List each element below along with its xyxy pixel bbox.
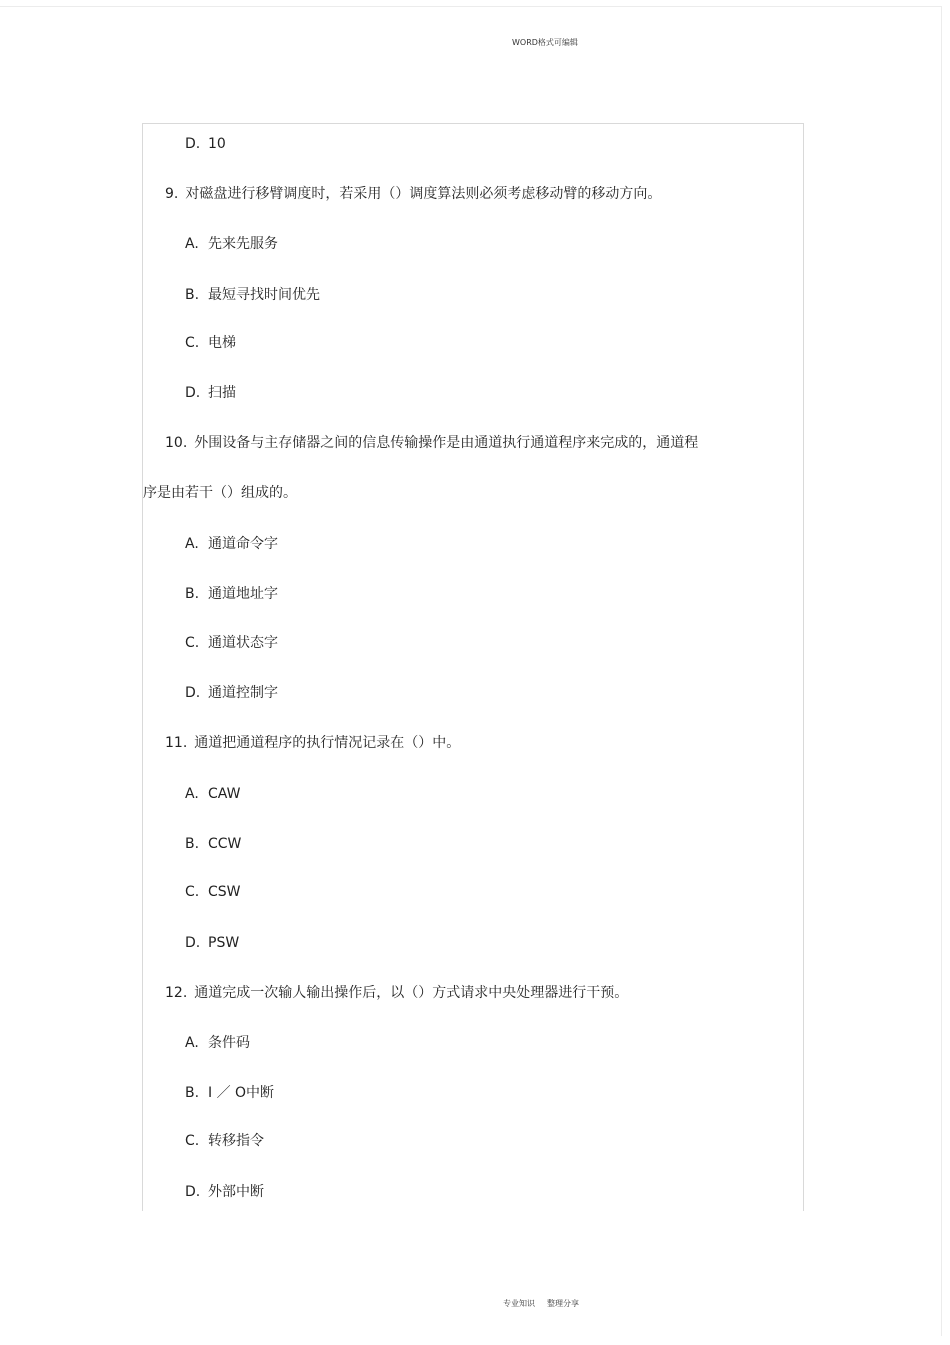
option-text: 通道命令字 — [208, 536, 278, 552]
option-key: D. — [185, 685, 201, 701]
option-c-q11 — [185, 882, 241, 902]
option-text: CSW — [208, 884, 241, 900]
option-b-q11 — [185, 834, 241, 854]
question-text: 外围设备与主存储器之间的信息传输操作是由通道执行通道程序来完成的，通道程 — [194, 435, 699, 451]
option-text: 电梯 — [208, 335, 236, 351]
option-key: C. — [185, 335, 200, 351]
footer-left-text: 专业知识 — [503, 1299, 535, 1308]
option-text: I ／ O中断 — [208, 1085, 275, 1101]
option-d-q10 — [185, 683, 278, 703]
option-key: B. — [185, 1085, 200, 1101]
question-number: 11. — [165, 735, 188, 751]
question-text: 通道完成一次输人输出操作后，以（）方式请求中央处理器进行干预。 — [194, 985, 629, 1001]
option-text: PSW — [208, 935, 240, 951]
option-key: C. — [185, 635, 200, 651]
option-a-q10 — [185, 534, 278, 554]
option-a-q11 — [185, 784, 240, 804]
question-10-continuation — [143, 483, 297, 503]
question-text: 对磁盘进行移臂调度时，若采用（）调度算法则必须考虑移动臂的移动方向。 — [185, 186, 662, 202]
question-9 — [165, 184, 661, 204]
option-text: CAW — [208, 786, 241, 802]
question-text: 序是由若干（）组成的。 — [143, 485, 297, 501]
question-11 — [165, 733, 460, 753]
option-d-q9 — [185, 383, 236, 403]
option-key: B. — [185, 287, 200, 303]
option-key: D. — [185, 385, 201, 401]
option-d-q11 — [185, 933, 239, 953]
option-c-q10 — [185, 633, 278, 653]
option-key: D. — [185, 136, 201, 152]
page-header: WORD格式可编辑 — [512, 38, 578, 47]
option-key: A. — [185, 1035, 199, 1051]
footer-right-text: 整理分享 — [547, 1299, 579, 1308]
option-key: D. — [185, 935, 201, 951]
question-12 — [165, 983, 628, 1003]
page-footer — [503, 1298, 579, 1309]
question-number: 12. — [165, 985, 188, 1001]
question-text: 通道把通道程序的执行情况记录在（）中。 — [194, 735, 461, 751]
option-key: C. — [185, 884, 200, 900]
question-number: 9. — [165, 186, 179, 202]
option-key: B. — [185, 836, 200, 852]
option-text: 条件码 — [208, 1035, 250, 1051]
option-b-q10 — [185, 584, 278, 604]
page-edge-right — [941, 6, 942, 1336]
option-a-q12 — [185, 1033, 250, 1053]
option-key: B. — [185, 586, 200, 602]
option-d-q12 — [185, 1182, 264, 1202]
option-c-q12 — [185, 1131, 264, 1151]
question-number: 10. — [165, 435, 188, 451]
option-a-q9 — [185, 234, 278, 254]
question-10 — [165, 433, 698, 453]
option-key: C. — [185, 1133, 200, 1149]
option-key: A. — [185, 236, 199, 252]
option-text: CCW — [208, 836, 242, 852]
option-c-q9 — [185, 333, 236, 353]
option-text: 外部中断 — [208, 1184, 264, 1200]
option-d-q8 — [185, 134, 226, 154]
option-text: 通道地址字 — [208, 586, 278, 602]
option-text: 通道控制字 — [208, 685, 278, 701]
option-text: 10 — [208, 136, 226, 152]
option-key: A. — [185, 536, 199, 552]
option-text: 转移指令 — [208, 1133, 264, 1149]
option-text: 通道状态字 — [208, 635, 278, 651]
option-b-q12 — [185, 1083, 274, 1103]
page-edge-top — [0, 6, 942, 7]
option-text: 最短寻找时间优先 — [208, 287, 320, 303]
option-text: 扫描 — [208, 385, 236, 401]
option-key: A. — [185, 786, 199, 802]
option-text: 先来先服务 — [208, 236, 278, 252]
option-key: D. — [185, 1184, 201, 1200]
option-b-q9 — [185, 285, 320, 305]
